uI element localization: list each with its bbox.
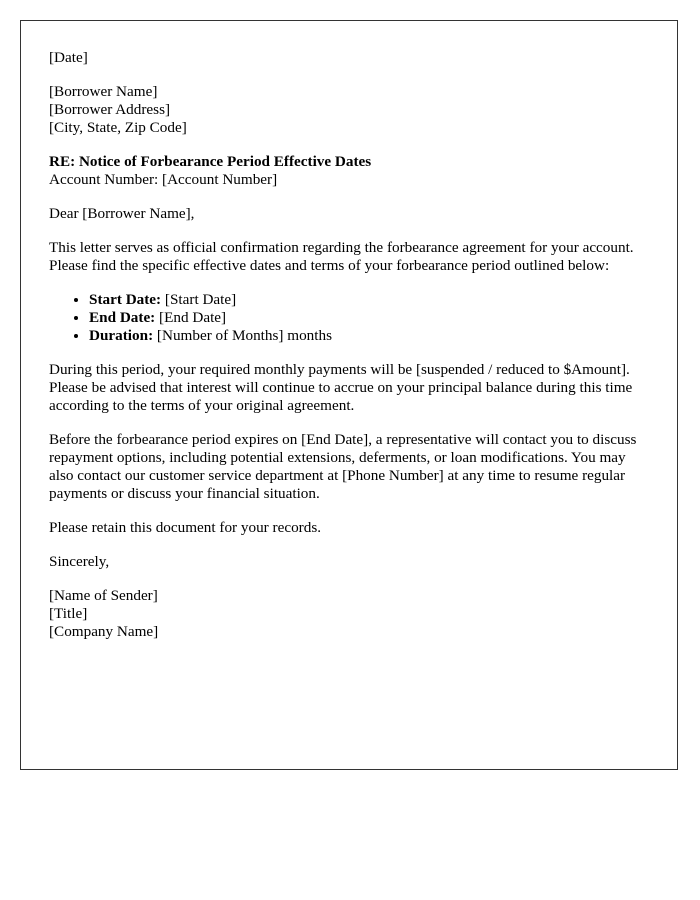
term-label: Start Date:	[89, 291, 162, 308]
list-item	[89, 291, 649, 309]
letter-page	[20, 20, 678, 770]
recipient-name: [Borrower Name]	[49, 83, 158, 100]
signature-block	[49, 587, 649, 641]
subject-line: RE: Notice of Forbearance Period Effective Dates	[49, 153, 372, 170]
term-label: Duration:	[89, 327, 154, 344]
sender-title: [Title]	[49, 605, 88, 622]
term-value: [Number of Months] months	[153, 327, 332, 344]
repayment-paragraph: Before the forbearance period expires on [End Date], a representative will contact you to discuss repayment options, including potential extensions, deferments, or loan modifications. You may also contact our customer service department at [Phone Number] at any time to resume regular payments or discuss your financial situation.	[49, 431, 637, 502]
list-item	[89, 327, 649, 345]
closing: Sincerely,	[49, 553, 110, 570]
letter-date: [Date]	[49, 49, 88, 66]
list-item	[89, 309, 649, 327]
sender-name: [Name of Sender]	[49, 587, 158, 604]
intro-paragraph: This letter serves as official confirmation regarding the forbearance agreement for your account. Please find the specific effective dates and terms of your forbearance period outlined below:	[49, 239, 634, 274]
payments-paragraph: During this period, your required monthly payments will be [suspended / reduced to $Amount]. Please be advised that interest will continue to accrue on your principal balance during this time according to the terms of your original agreement.	[49, 361, 633, 414]
recipient-block	[49, 83, 649, 137]
recipient-address: [Borrower Address]	[49, 101, 171, 118]
salutation: Dear [Borrower Name],	[49, 205, 195, 222]
account-number-line: Account Number: [Account Number]	[49, 171, 278, 188]
terms-list	[49, 291, 649, 345]
sender-company: [Company Name]	[49, 623, 159, 640]
recipient-city-state-zip: [City, State, Zip Code]	[49, 119, 187, 136]
term-value: [End Date]	[155, 309, 227, 326]
term-value: [Start Date]	[161, 291, 237, 308]
subject-block	[49, 153, 649, 189]
retain-note: Please retain this document for your records.	[49, 519, 322, 536]
term-label: End Date:	[89, 309, 156, 326]
